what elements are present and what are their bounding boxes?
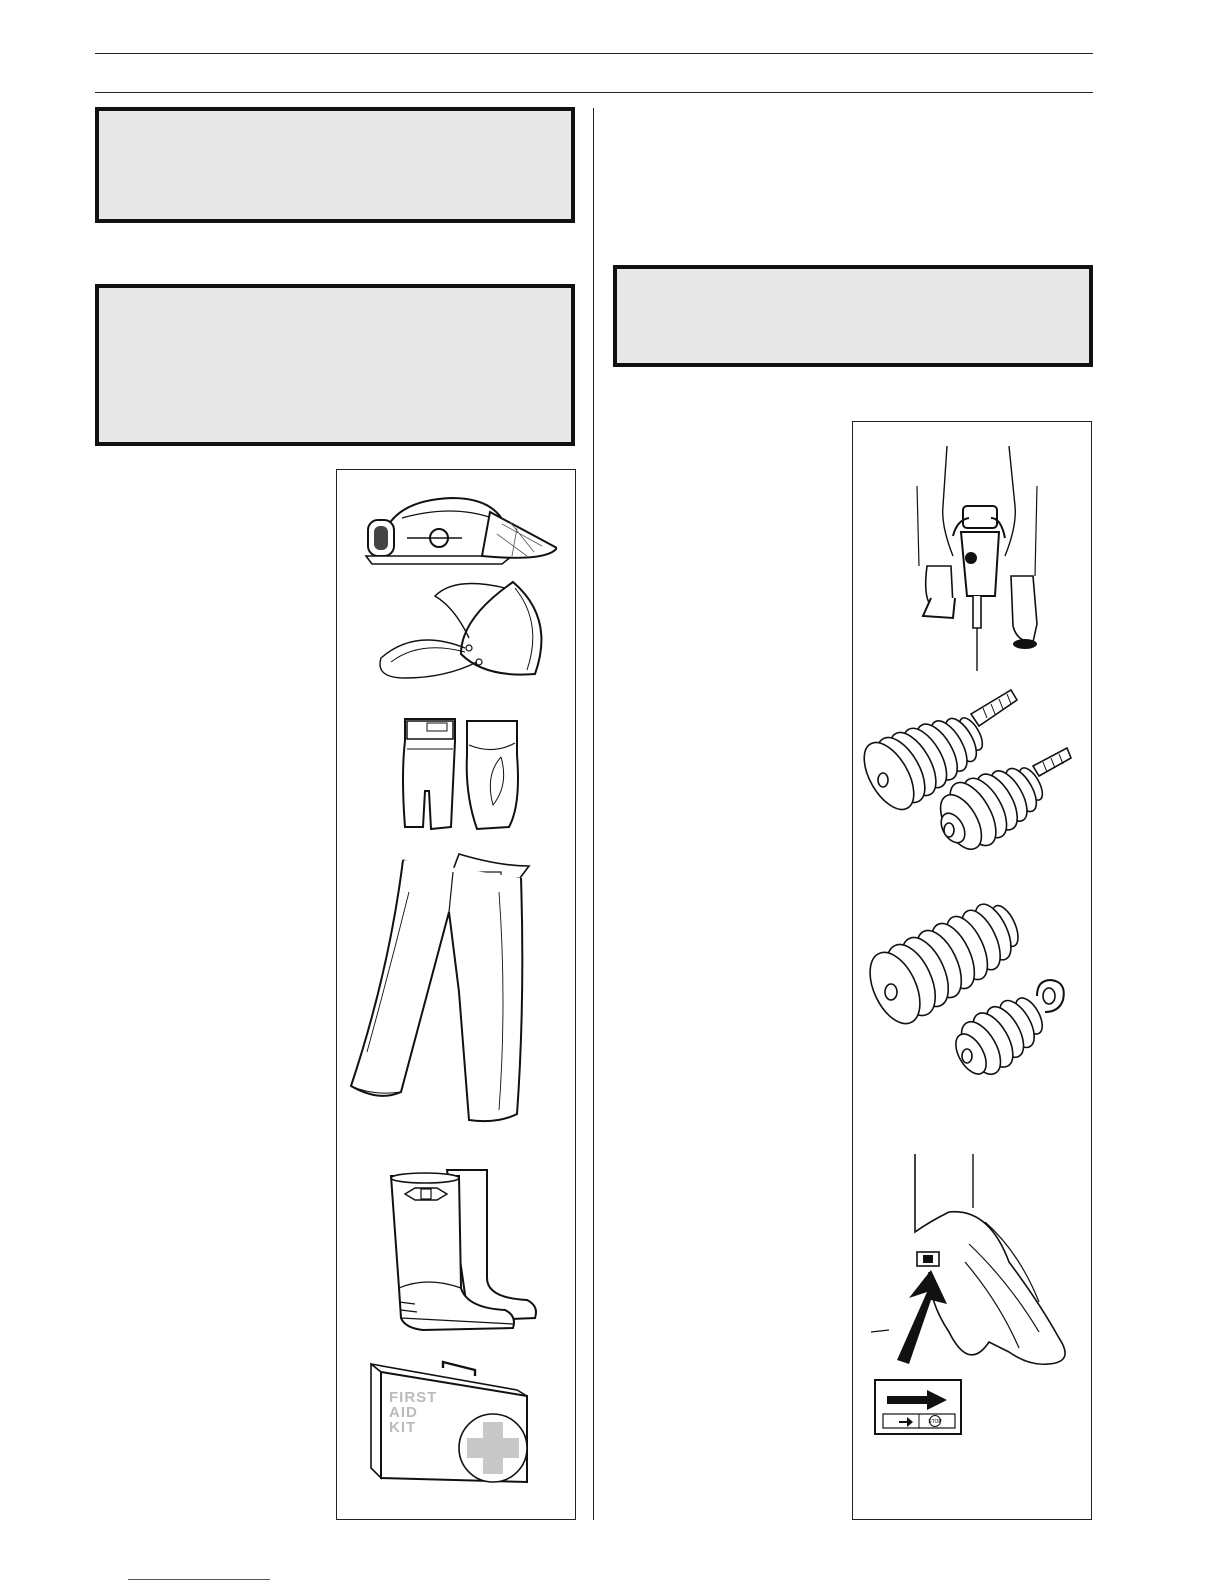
- stop-switch-arrow-icon: [869, 1152, 1079, 1437]
- warning-box-3: [613, 265, 1093, 367]
- kit-label-line1: FIRST: [389, 1389, 438, 1406]
- header-rule-bottom: [95, 92, 1093, 93]
- header-rule-top: [95, 53, 1093, 54]
- protective-trousers-icon: [349, 852, 534, 1127]
- footer-link-underline[interactable]: [128, 1579, 270, 1580]
- vibration-damper-pair-alt-icon: [863, 900, 1073, 1090]
- vibration-damper-pair-icon: [861, 680, 1081, 870]
- helmet-with-visor-icon: [362, 490, 557, 565]
- operator-with-breaker-icon: [913, 446, 1043, 671]
- kit-label-line2: AID: [389, 1404, 418, 1421]
- kit-label-line3: KIT: [389, 1419, 417, 1436]
- first-aid-kit-label: [389, 1390, 437, 1435]
- tool-figure-frame: [852, 421, 1092, 1520]
- stop-switch-label: STOP: [928, 1419, 942, 1425]
- first-aid-kit-icon: [367, 1360, 537, 1485]
- ppe-figure-frame: [336, 469, 576, 1520]
- column-divider: [593, 108, 594, 1520]
- warning-box-2: [95, 284, 575, 446]
- warning-box-1: [95, 107, 575, 223]
- dust-mask-icon: [365, 578, 555, 683]
- protective-boots-icon: [387, 1168, 547, 1333]
- protective-gloves-icon: [397, 715, 522, 835]
